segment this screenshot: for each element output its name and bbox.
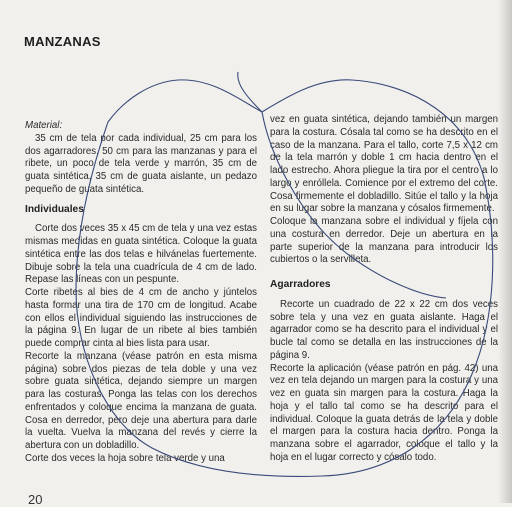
agarradores-paragraph-2: Recorte la aplicación (véase patrón en pág. 42) una vez en tela dejando un margen para la costura y una vez en guata sin margen para la costura. Haga la hoja y el tallo tal como se ha descrito para el individual. Coloque la guata detrás de la tela y doble el margen para la costura hacia dentro. Ponga la manzana sobre el agarrador, coloque el tallo y la hoja en el lugar correcto y cósalo todo. bbox=[270, 362, 498, 463]
material-label: Material: bbox=[25, 120, 63, 131]
placement-paragraph: Coloque la manzana sobre el individual y fíjela con una costura en derredor. Deje un abertura en la parte superior de la manzana para introducir los cubiertos o la servilleta. bbox=[270, 216, 498, 266]
page-title: MANZANAS bbox=[24, 34, 101, 49]
page-number: 20 bbox=[28, 492, 43, 507]
continued-paragraph: vez en guata sintética, dejando también un margen para la costura. Cósala tal como se ha descrito en el caso de la manzana. Para el tallo, corte 7,5 x 12 cm de la tela marrón y doble 1 cm hacia dentro en el lado estrecho. Ahora pliegue la tira por el centro a lo largo y enróllela. Comience por el extremo del corte. Cosa firmemente el dobladillo. Sitúe el tallo y la hoja en su lugar sobre la manzana y cósalos firmemente. bbox=[270, 114, 498, 215]
individuales-paragraph-3: Recorte la manzana (véase patrón en esta misma página) sobre dos piezas de tela doble y una vez sobre guata sintética, dejando siempre un margen para las costuras. Ponga las telas con los derechos enfrentados y coloque encima la manzana de guata. Cosa en derredor, pero deje una abertura para darle la vuelta. Vuelva la manzana del revés y cierre la abertura con un dobladillo. bbox=[25, 350, 257, 451]
individuales-paragraph-4: Corte dos veces la hoja sobre tela verde y una bbox=[25, 452, 225, 464]
right-column bbox=[270, 114, 498, 465]
individuales-paragraph-1: Corte dos veces 35 x 45 cm de tela y una vez estas mismas medidas en guata sintética. Coloque la guata sintética entre las dos telas e hilvánelas fuertemente. Dibuje sobre la tela una cuadrícula de 4 cm de lado. Repase las líneas con un pespunte. bbox=[25, 223, 257, 286]
individuales-heading: Individuales bbox=[25, 203, 84, 215]
agarradores-paragraph-1: Recorte un cuadrado de 22 x 22 cm dos veces sobre tela y una vez en guata aislante. Haga el agarrador como se ha descrito para el individual y el bucle tal como se detalla en las instrucciones de la página 9. bbox=[270, 298, 498, 361]
material-text: 35 cm de tela por cada individual, 25 cm para los dos agarradores, 50 cm para las manzanas y para el ribete, un poco de tela verde y marrón, 35 cm de guata sintética, 35 cm de guata aislante, un pedazo pequeño de guata sintética. bbox=[25, 132, 257, 195]
page-binding-shadow bbox=[498, 0, 512, 503]
stem-outline-path bbox=[238, 72, 262, 112]
individuales-paragraph-2: Corte ribetes al bies de 4 cm de ancho y júntelos hasta formar una tira de 170 cm de longitud. Acabe con ellos el individual siguiendo las instrucciones de la página 9. En lugar de un ribete al bies también puede comprar cinta al bies lista para usar. bbox=[25, 287, 257, 349]
agarradores-heading: Agarradores bbox=[270, 279, 331, 290]
left-column bbox=[25, 120, 257, 466]
